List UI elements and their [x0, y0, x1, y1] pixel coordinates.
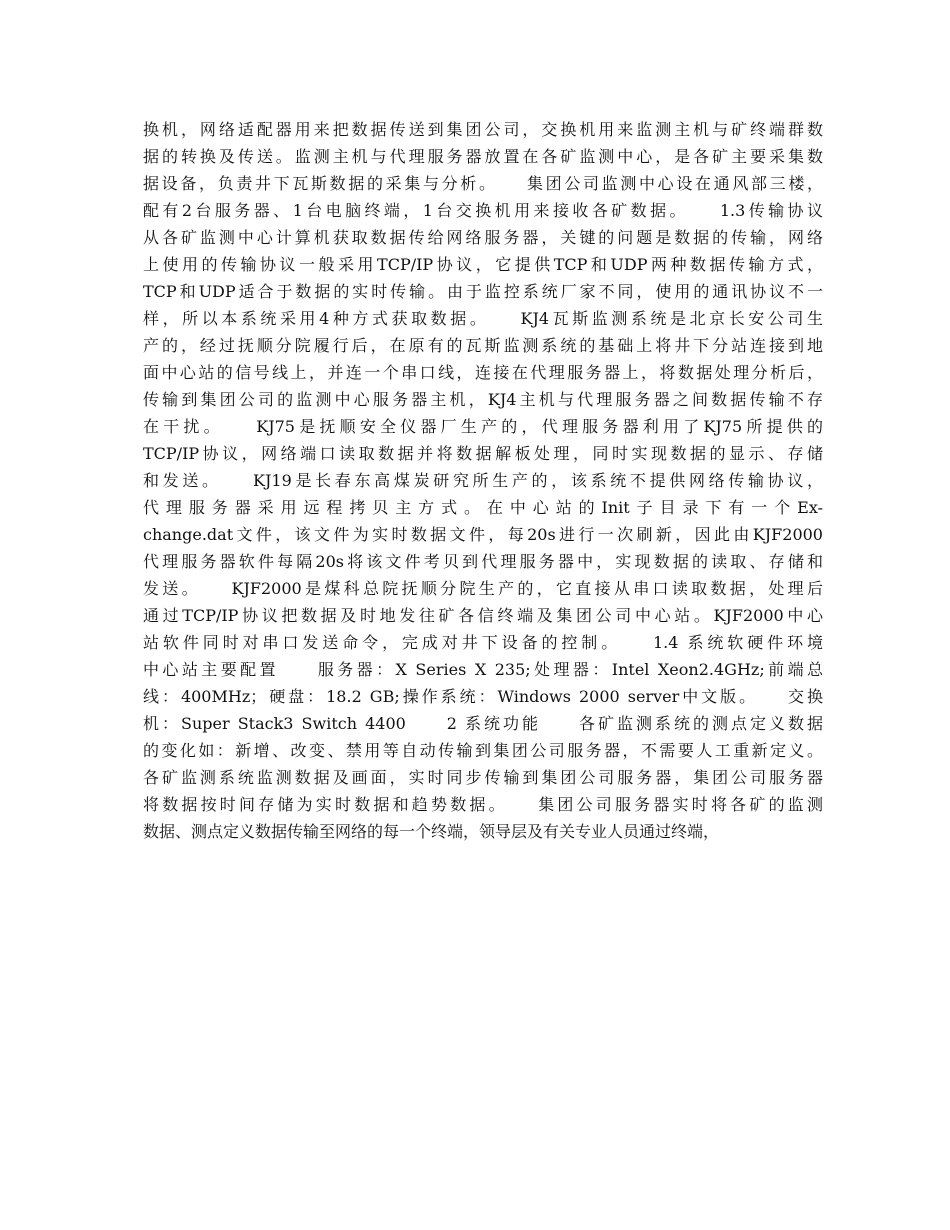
- text-line: 代理服务器软件每隔20s将该文件考贝到代理服务器中，实现数据的读取、存储和: [143, 552, 823, 571]
- text-line: 的变化如：新增、改变、禁用等自动传输到集团公司服务器，不需要人工重新定义。: [143, 741, 823, 760]
- body-text: [143, 116, 823, 845]
- text-line: 各矿监测系统监测数据及画面，实时同步传输到集团公司服务器，集团公司服务器: [143, 768, 823, 787]
- text-line: 据设备，负责井下瓦斯数据的采集与分析。 集团公司监测中心设在通风部三楼，: [143, 174, 823, 193]
- text-line: 传输到集团公司的监测中心服务器主机，KJ4主机与代理服务器之间数据传输不存: [143, 390, 823, 409]
- text-line: 在干扰。 KJ75是抚顺安全仪器厂生产的，代理服务器利用了KJ75所提供的: [143, 417, 823, 436]
- text-line: TCP和UDP适合于数据的实时传输。由于监控系统厂家不同，使用的通讯协议不一: [143, 282, 823, 301]
- text-line: 面中心站的信号线上，并连一个串口线，连接在代理服务器上，将数据处理分析后，: [143, 363, 823, 382]
- text-line: 换机，网络适配器用来把数据传送到集团公司，交换机用来监测主机与矿终端群数: [143, 120, 823, 139]
- text-line: 样，所以本系统采用4种方式获取数据。 KJ4瓦斯监测系统是北京长安公司生: [143, 309, 823, 328]
- text-line: 将数据按时间存储为实时数据和趋势数据。 集团公司服务器实时将各矿的监测: [143, 795, 823, 814]
- text-line: 据的转换及传送。监测主机与代理服务器放置在各矿监测中心，是各矿主要采集数: [143, 147, 823, 166]
- text-line: 产的，经过抚顺分院履行后，在原有的瓦斯监测系统的基础上将井下分站连接到地: [143, 336, 823, 355]
- text-line: change.dat文件，该文件为实时数据文件，每20s进行一次刷新，因此由KJF2000: [143, 525, 823, 544]
- text-line: 配有2台服务器、1台电脑终端，1台交换机用来接收各矿数据。 1.3传输协议: [143, 201, 823, 220]
- text-line: 线：400MHz；硬盘：18.2 GB;操作系统：Windows 2000 server中文版。 交换: [143, 687, 823, 706]
- text-line: 通过TCP/IP协议把数据及时地发往矿各信终端及集团公司中心站。KJF2000中心: [143, 606, 823, 625]
- text-line: 代理服务器采用远程拷贝主方式。在中心站的Init子目录下有一个Ex-: [143, 498, 823, 517]
- text-line: TCP/IP协议，网络端口读取数据并将数据解板处理，同时实现数据的显示、存储: [143, 444, 823, 463]
- text-line: 从各矿监测中心计算机获取数据传给网络服务器，关键的问题是数据的传输，网络: [143, 228, 823, 247]
- text-line: 发送。 KJF2000是煤科总院抚顺分院生产的，它直接从串口读取数据，处理后: [143, 579, 823, 598]
- text-line: 数据、测点定义数据传输至网络的每一个终端，领导层及有关专业人员通过终端，: [143, 822, 720, 841]
- text-line: 站软件同时对串口发送命令，完成对井下设备的控制。 1.4 系统软硬件环境: [143, 633, 823, 652]
- text-line: 中心站主要配置 服务器：X Series X 235;处理器：Intel Xeon2.4GHz;前端总: [143, 660, 823, 679]
- text-line: 上使用的传输协议一般采用TCP/IP协议，它提供TCP和UDP两种数据传输方式，: [143, 255, 823, 274]
- text-line: 和发送。 KJ19是长春东高煤炭研究所生产的，该系统不提供网络传输协议，: [143, 471, 823, 490]
- text-line: 机：Super Stack3 Switch 4400 2 系统功能 各矿监测系统的测点定义数据: [143, 714, 823, 733]
